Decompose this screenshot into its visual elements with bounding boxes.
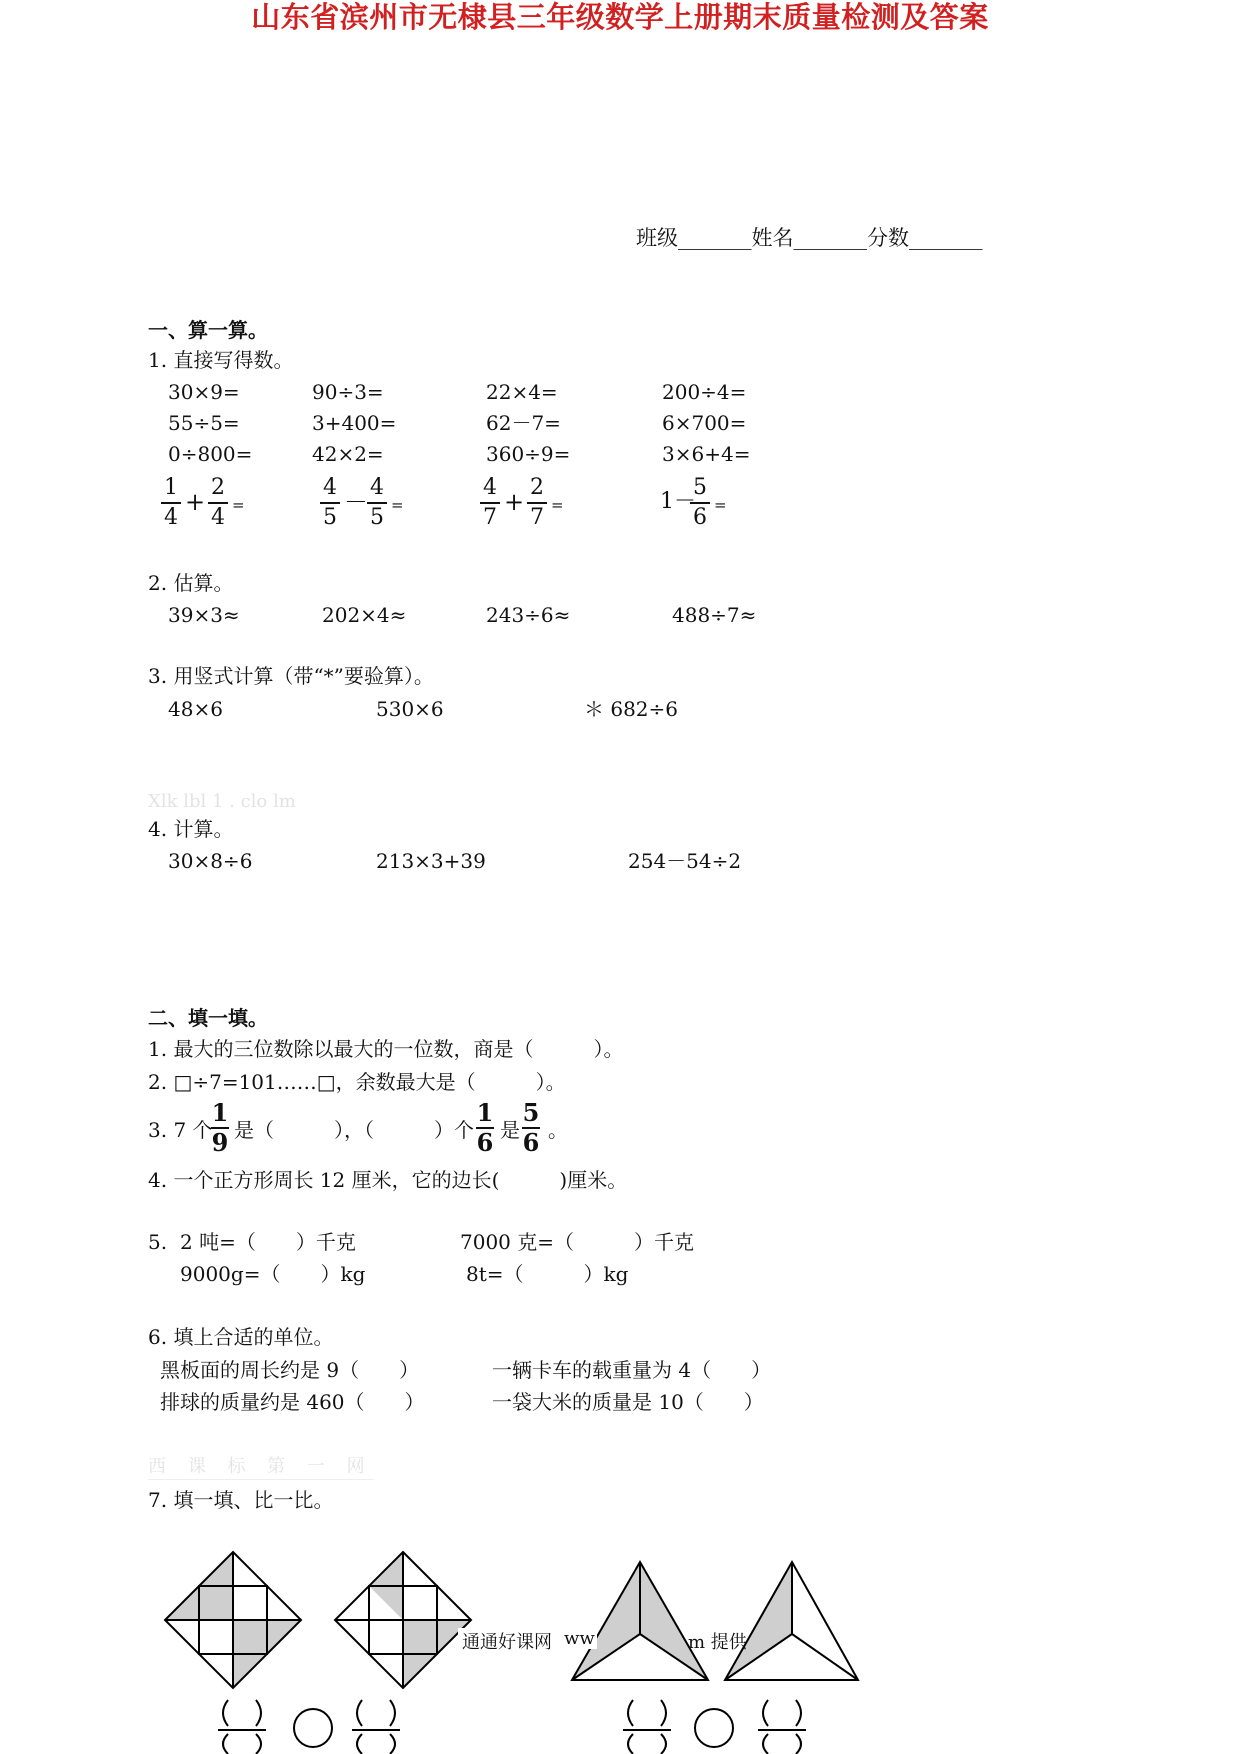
fill-q3-prefix: 3. 7 个: [148, 1118, 213, 1142]
calc-item: 42×2=: [312, 442, 384, 466]
estimate-item: 39×3≈: [168, 603, 240, 627]
equals-sign: =: [551, 496, 564, 514]
diamond-shape-left: [165, 1552, 301, 1688]
fill-q7-label: 7. 填一填、比一比。: [148, 1488, 334, 1512]
section1-heading: 一、算一算。: [148, 318, 268, 342]
student-info-line: 班级_______姓名_______分数_______: [636, 226, 983, 250]
faint-watermark-text: 西 课 标 第 一 网: [148, 1455, 373, 1480]
operator: +: [504, 488, 525, 516]
unit-conversion: 8t=（ ）kg: [466, 1262, 629, 1286]
vertical-calc-item: 530×6: [376, 697, 444, 721]
fill-q4: 4. 一个正方形周长 12 厘米，它的边长( )厘米。: [148, 1168, 628, 1192]
calc-item: 3×6+4=: [662, 442, 751, 466]
diamond-shape-right: [335, 1552, 471, 1688]
calc-item: 22×4=: [486, 380, 558, 404]
lead-term: 1－: [660, 489, 696, 514]
unit-fill: 一袋大米的质量是 10（ ）: [492, 1390, 764, 1414]
equals-sign: =: [232, 496, 245, 514]
q4-label: 4. 计算。: [148, 817, 234, 841]
equals-sign: =: [391, 496, 404, 514]
watermark-right: m 提供: [688, 1632, 747, 1653]
unit-conversion: 2 吨=（ ）千克: [180, 1230, 356, 1254]
fill-q3-end: 。: [548, 1118, 568, 1142]
answer-blanks: [218, 1700, 806, 1754]
fraction: 4 7: [480, 475, 500, 531]
fraction: 2 4: [208, 475, 228, 531]
compute-item: 213×3+39: [376, 849, 486, 873]
fill-q5-num: 5.: [148, 1230, 168, 1254]
fraction: 5 6: [690, 475, 710, 531]
calc-item: 90÷3=: [312, 380, 384, 404]
fill-q2: 2. □÷7=101……□，余数最大是（ ）。: [148, 1070, 566, 1094]
estimate-item: 488÷7≈: [672, 603, 757, 627]
vertical-calc-item: ＊ 682÷6: [584, 697, 679, 721]
fraction: 1 4: [161, 475, 181, 531]
calc-item: 200÷4=: [662, 380, 747, 404]
compute-item: 30×8÷6: [168, 849, 253, 873]
fraction: 5 6: [522, 1098, 540, 1157]
calc-item: 6×700=: [662, 411, 747, 435]
equals-sign: =: [714, 496, 727, 514]
fraction: 2 7: [527, 475, 547, 531]
triangle-shape-left: [572, 1562, 708, 1680]
unit-fill: 黑板面的周长约是 9（ ）: [160, 1358, 420, 1382]
fraction: 4 5: [320, 475, 340, 531]
unit-conversion: 9000g=（ ）kg: [180, 1262, 366, 1286]
calc-item: 55÷5=: [168, 411, 240, 435]
operator: －: [344, 488, 368, 516]
fill-q1: 1. 最大的三位数除以最大的一位数，商是（ ）。: [148, 1037, 624, 1061]
fraction: 1 9: [211, 1098, 229, 1157]
q2-label: 2. 估算。: [148, 571, 234, 595]
calc-item: 62－7=: [486, 411, 561, 435]
calc-item: 30×9=: [168, 380, 240, 404]
triangle-shape-right: [725, 1562, 858, 1680]
estimate-item: 202×4≈: [322, 603, 407, 627]
fill-q3-mid: 是（ ），（ ）个: [234, 1118, 474, 1142]
estimate-item: 243÷6≈: [486, 603, 571, 627]
calc-item: 0÷800=: [168, 442, 253, 466]
fill-q6-label: 6. 填上合适的单位。: [148, 1325, 334, 1349]
unit-fill: 一辆卡车的载重量为 4（ ）: [492, 1358, 772, 1382]
fraction: 4 5: [367, 475, 387, 531]
faint-watermark-text: Xlk lbl 1 . clo lm: [148, 791, 296, 812]
q3-label: 3. 用竖式计算（带“*”要验算）。: [148, 664, 434, 688]
section2-heading: 二、填一填。: [148, 1006, 268, 1030]
fill-q3-shi: 是: [500, 1118, 520, 1142]
unit-fill: 排球的质量约是 460（ ）: [160, 1390, 425, 1414]
document-title: 山东省滨州市无棣县三年级数学上册期末质量检测及答案: [251, 0, 989, 34]
calc-item: 360÷9=: [486, 442, 571, 466]
compute-item: 254－54÷2: [628, 849, 742, 873]
calc-item: 3+400=: [312, 411, 397, 435]
vertical-calc-item: 48×6: [168, 697, 223, 721]
fraction: 1 6: [476, 1098, 494, 1157]
q1-label: 1. 直接写得数。: [148, 348, 294, 372]
operator: +: [185, 488, 206, 516]
watermark-mid: ww: [564, 1628, 595, 1649]
watermark-left: 通通好课网: [458, 1628, 556, 1654]
unit-conversion: 7000 克=（ ）千克: [460, 1230, 695, 1254]
